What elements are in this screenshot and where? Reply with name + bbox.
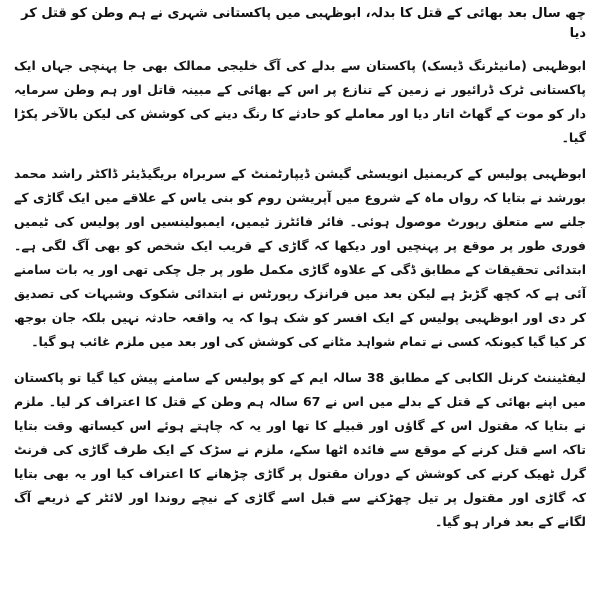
article-paragraph: لیفٹیننٹ کرنل الکابی کے مطابق 38 سالہ ایم کے کو پولیس کے سامنے پیش کیا گیا تو پاکستان میں اپنے بھائی کے قتل کے بدلے میں اس نے 67 سالہ ہم وطن کے قتل کا اعتراف کر لیا۔ ملزم نے بتایا کہ مقتول اس کے گاؤں اور قبیلے کا تھا اور یہ کہ چاہتے ہوئے اس کیساتھ وقت بتایا تاکہ اسے قتل کرنے کے موقع سے فائدہ اٹھا سکے، ملزم نے سڑک کے ایک طرف گاڑی کی فرنٹ گرل ٹھیک کرنے کی کوشش کے دوران مقتول پر گاڑی چڑھانے کا اعتراف کیا اور یہ بھی بتایا کہ گاڑی اور مقتول پر تیل چھڑکنے سے قبل اسے گاڑی کے نیچے روندا اور لائٹر کے ذریعے آگ لگانے کے بعد فرار ہو گیا۔ xyxy=(14,370,587,529)
article-headline: چھ سال بعد بھائی کے قتل کا بدلہ، ابوظہبی میں پاکستانی شہری نے ہم وطن کو قتل کر دیا xyxy=(21,6,586,41)
article-paragraph: ابوظہبی (مانیٹرنگ ڈیسک) پاکستان سے بدلے کی آگ خلیجی ممالک بھی جا پہنچی جہاں ایک پاکستانی ٹرک ڈرائیور نے زمین کے تنازع پر اس کے بھائی کے مبینہ قاتل اور ہم وطن سرمایہ دار کو موت کے گھاٹ اتار دیا اور معاملے کو حادثے کا رنگ دینے کی کوشش کی لیکن بالآخر پکڑا گیا۔ xyxy=(14,58,586,145)
article-paragraph: ابوظہبی پولیس کے کریمنیل انویسٹی گیشن ڈیپارٹمنٹ کے سربراہ بریگیڈیئر ڈاکٹر راشد محمد بورشد نے بتایا کہ رواں ماہ کے شروع میں آپریشن روم کو بنی یاس کے علاقے میں ایک گاڑی کے جلنے سے متعلق رپورٹ موصول ہوئی۔ فائر فائٹرز ٹیمیں، ایمبولینسیں اور پولیس کی ٹیمیں فوری طور پر موقع پر پہنچیں اور دیکھا کہ گاڑی کے قریب ایک شخص کو بھی آگ لگی ہے۔ ابتدائی تحقیقات کے مطابق ڈگی کے علاوہ گاڑی مکمل طور پر جل چکی تھی اور یہ بات سامنے آئی ہے کہ کچھ گڑبڑ ہے لیکن بعد میں فرانزک رپورٹس نے ابتدائی شکوک وشبہات کی تصدیق کر دی اور ابوظہبی پولیس کے ایک افسر کو شک ہوا کہ یہ واقعہ حادثہ نہیں بلکہ جان بوجھ کر کیا گیا کیونکہ کسی نے تمام شواہد مٹانے کی کوشش کی اور بعد میں ملزم غائب ہو گیا۔ xyxy=(14,166,586,349)
